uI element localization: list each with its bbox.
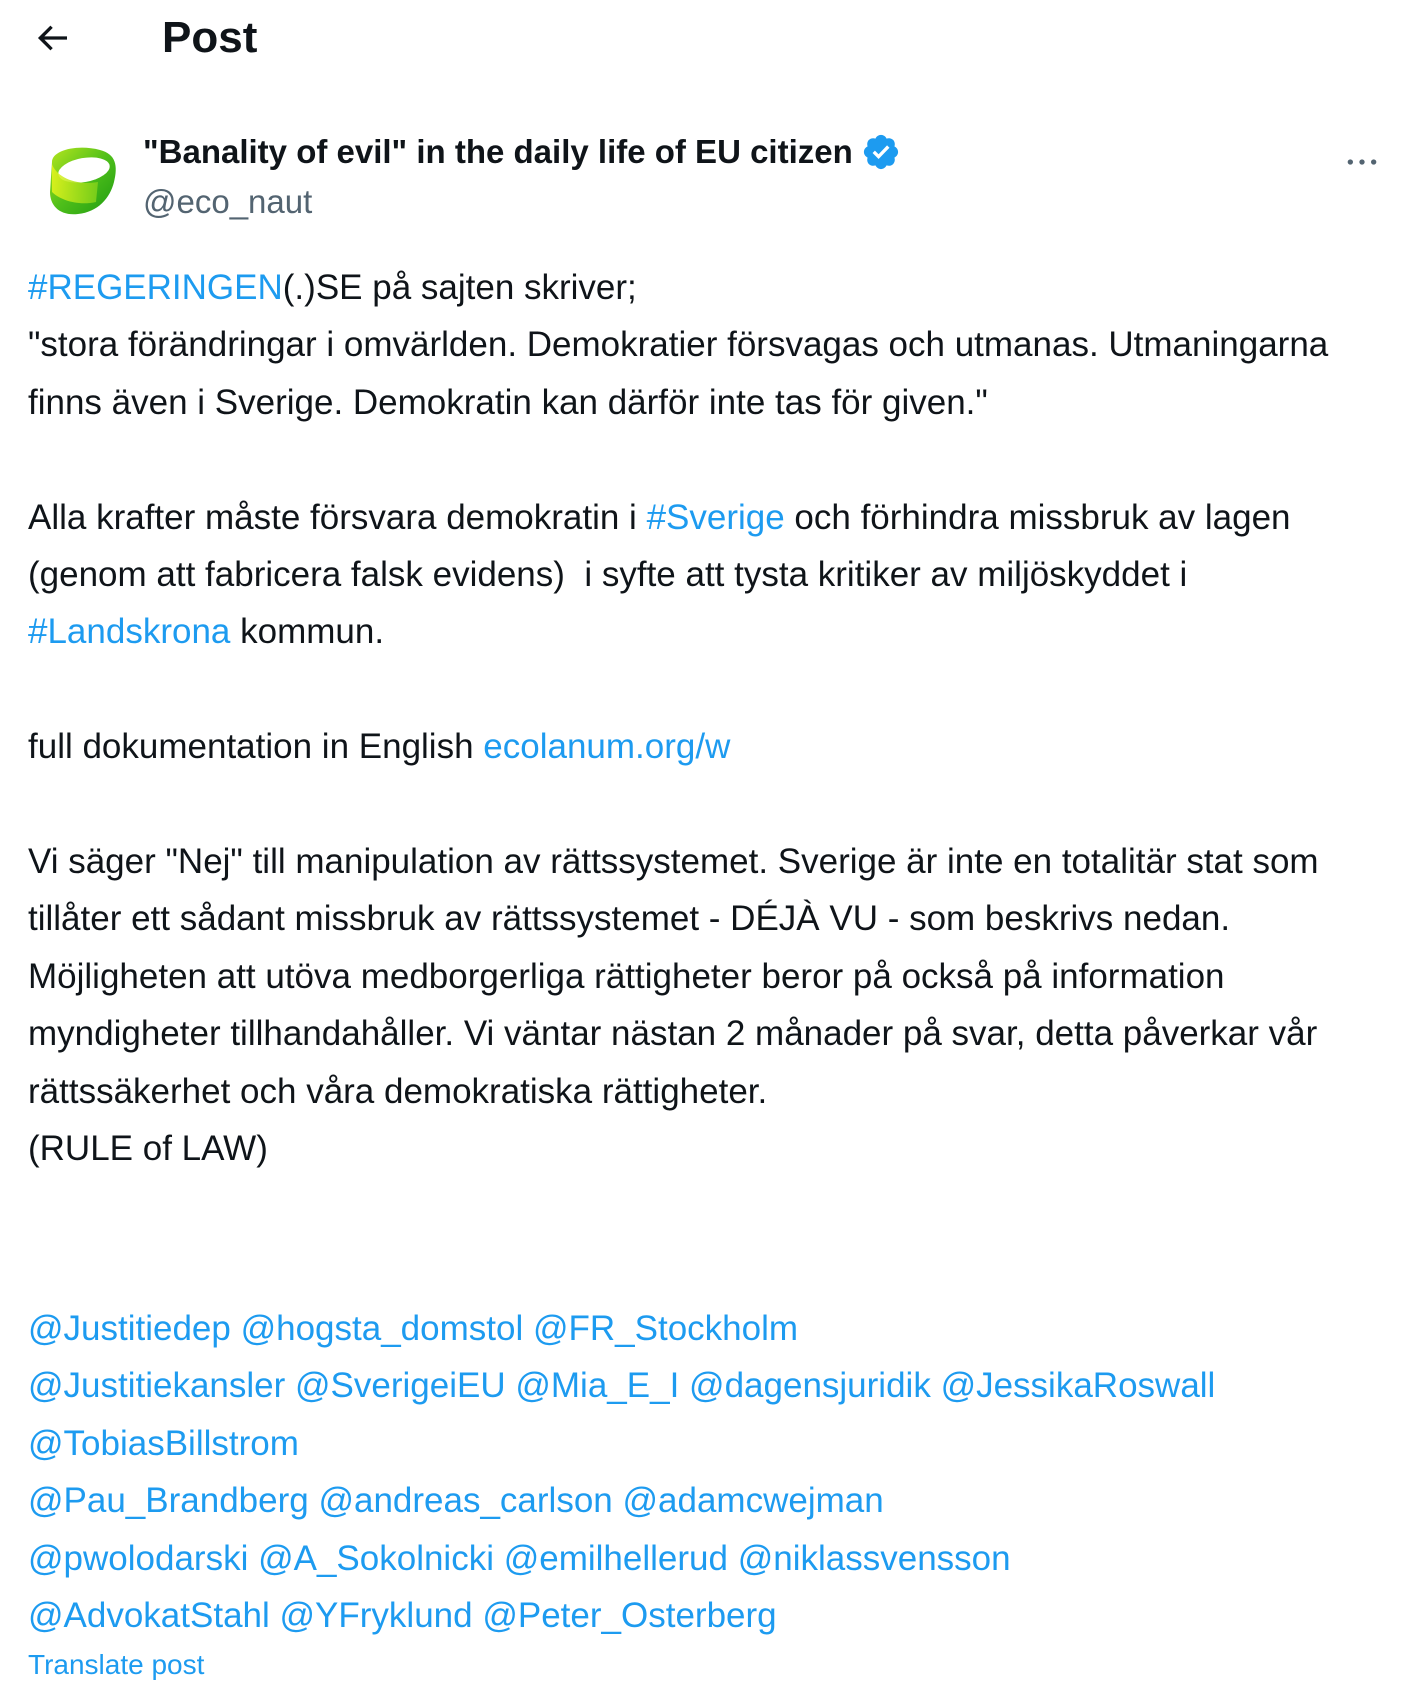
mention-link[interactable]: @FR_Stockholm — [532, 1309, 799, 1348]
display-name-row — [143, 130, 901, 174]
external-link[interactable]: ecolanum.org/w — [483, 727, 731, 767]
tweet-paragraph: (.)SE på sajten skriver; "stora förändringar i omvärlden. Demokratier försvagas och utmanas. Utmaningarna finns även i Sverige. Demokratin kan därför inte tas för given." — [28, 268, 1329, 422]
mention-link[interactable]: @emilhellerud — [503, 1538, 728, 1578]
green-ring-logo — [38, 136, 128, 226]
author-handle[interactable]: @eco_naut — [143, 183, 313, 220]
tweet-paragraph: Vi säger "Nej" till manipulation av rättssystemet. Sverige är inte en totalitär stat som tillåter ett sådant missbruk av rättssystemet - DÉJÀ VU - som beskrivs nedan. Möjligheten att utöva medborgerliga rättigheter beror på också på information myndigheter tillhandahåller. Vi väntar nästan 2 månader på svar, detta påverkar vår rättssäkerhet och våra demokratiska rättigheter. (RULE of LAW) — [28, 842, 1319, 1169]
mention-link[interactable]: @Peter_Osterberg — [482, 1596, 777, 1636]
mention-line — [28, 1415, 1388, 1472]
mention-link[interactable]: @YFryklund — [279, 1596, 473, 1636]
mention-link[interactable]: @Justitiedep — [28, 1309, 231, 1348]
mention-link[interactable]: @Mia_E_I — [515, 1366, 680, 1406]
mention-link[interactable]: @TobiasBillstrom — [28, 1423, 299, 1463]
arrow-left-icon — [32, 18, 72, 58]
hashtag-link[interactable]: #REGERINGEN — [28, 268, 283, 307]
mention-link[interactable]: @adamcwejman — [622, 1481, 884, 1521]
mention-link[interactable]: @hogsta_domstol — [240, 1309, 524, 1348]
more-horizontal-icon — [1342, 142, 1382, 182]
mention-line — [28, 1300, 1388, 1357]
mention-link[interactable]: @Justitiekansler — [28, 1366, 286, 1406]
mention-link[interactable]: @dagensjuridik — [689, 1366, 931, 1406]
author-header — [28, 128, 1378, 228]
tweet-text — [28, 259, 1388, 1178]
tweet-paragraph: Alla krafter måste försvara demokratin i — [28, 497, 647, 537]
avatar[interactable] — [38, 136, 128, 226]
more-options-button[interactable] — [1338, 138, 1386, 186]
translate-post-link[interactable]: Translate post — [28, 1649, 205, 1680]
top-bar — [0, 0, 1407, 80]
hashtag-link[interactable]: #Landskrona — [28, 612, 231, 652]
mention-link[interactable]: @A_Sokolnicki — [258, 1538, 494, 1578]
mention-link[interactable]: @niklassvensson — [737, 1538, 1011, 1578]
tweet-paragraph: och förhindra missbruk av lagen (genom att fabricera falsk evidens) i syfte att tysta kritiker av miljöskyddet i — [28, 497, 1301, 595]
mention-link[interactable]: @pwolodarski — [28, 1538, 249, 1578]
mention-link[interactable]: @AdvokatStahl — [28, 1596, 270, 1636]
mention-link[interactable]: @andreas_carlson — [318, 1481, 613, 1521]
mention-line — [28, 1587, 1388, 1644]
mentions-block — [28, 1300, 1388, 1644]
hashtag-link[interactable]: #Sverige — [646, 497, 785, 537]
tweet-paragraph: kommun. — [240, 612, 385, 652]
back-button[interactable] — [28, 14, 76, 62]
mention-link[interactable]: @Pau_Brandberg — [28, 1481, 309, 1521]
mention-link[interactable]: @SverigeiEU — [295, 1366, 506, 1406]
mention-line — [28, 1530, 1388, 1587]
tweet-paragraph: full dokumentation in English — [28, 727, 484, 767]
mention-link[interactable]: @JessikaRoswall — [940, 1366, 1216, 1406]
page-title: Post — [162, 13, 258, 62]
verified-badge-icon[interactable] — [861, 132, 901, 172]
mention-line — [28, 1357, 1388, 1414]
mention-line — [28, 1472, 1388, 1529]
display-name[interactable]: "Banality of evil" in the daily life of EU citizen — [143, 133, 853, 170]
